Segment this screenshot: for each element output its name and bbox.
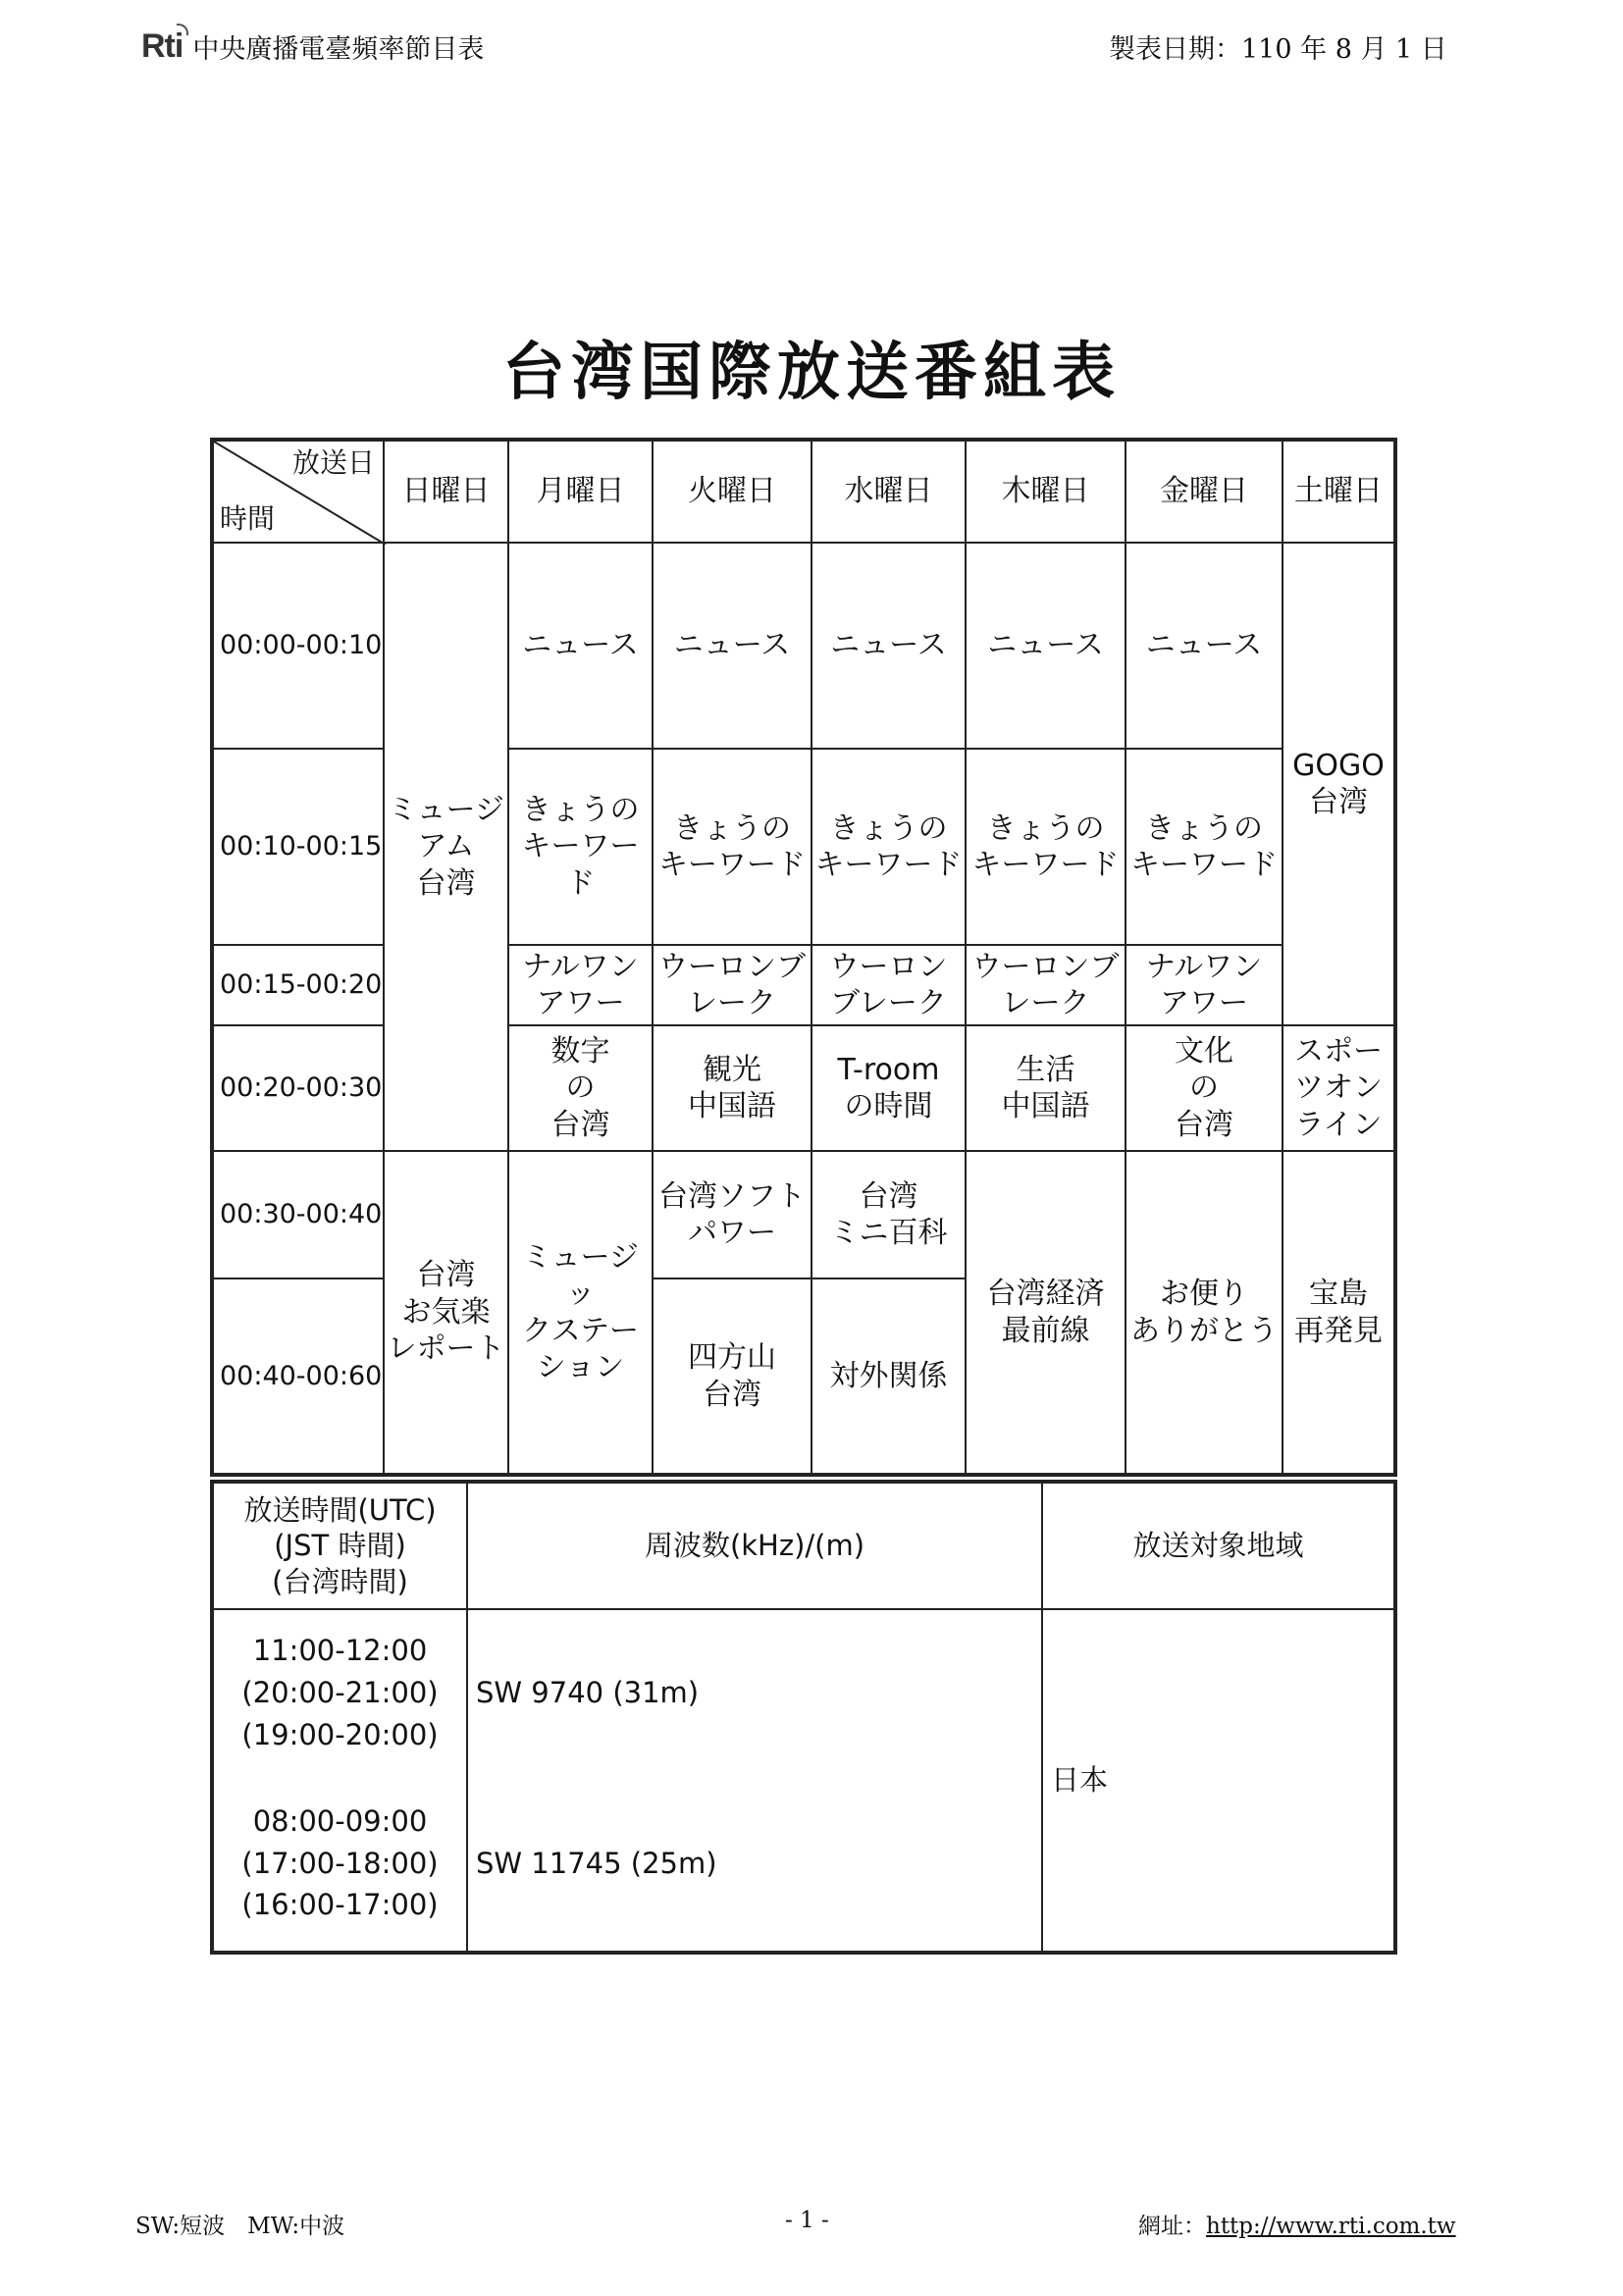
page-title: 台湾国際放送番組表 <box>502 337 1121 409</box>
time-slot: 00:40-00:60 <box>212 1278 384 1475</box>
program-cell: 宝島 再発見 <box>1283 1151 1395 1475</box>
rti-logo: Rti <box>141 27 183 66</box>
corner-cell <box>212 440 384 543</box>
program-cell: ニュース <box>966 543 1126 749</box>
org-name: 中央廣播電臺頻率節目表 <box>192 34 485 65</box>
time-slot: 00:30-00:40 <box>212 1151 384 1278</box>
program-cell: 台湾経済 最前線 <box>966 1151 1126 1475</box>
day-header-wed: 水曜日 <box>812 440 966 543</box>
frequency-table <box>210 1480 1397 1955</box>
footer-legend: SW:短波 MW:中波 <box>135 2214 345 2239</box>
freq-header-region: 放送対象地域 <box>1042 1482 1395 1609</box>
day-header-mon: 月曜日 <box>508 440 653 543</box>
footer-url-block <box>1138 2208 1456 2240</box>
freq-header-time: 放送時間(UTC) (JST 時間) (台湾時間) <box>212 1482 467 1609</box>
program-cell: ニュース <box>653 543 812 749</box>
program-cell: 台湾ソフト パワー <box>653 1151 812 1278</box>
program-cell: 対外関係 <box>812 1278 966 1475</box>
program-cell: ミュージッ クステー ション <box>508 1151 653 1475</box>
program-cell: ミュージ アム 台湾 <box>384 543 508 1151</box>
issue-date: 製表日期：110 年 8 月 1 日 <box>1109 34 1447 65</box>
website-link[interactable]: http://www.rti.com.tw <box>1206 2214 1456 2239</box>
time-slot: 00:10-00:15 <box>212 749 384 945</box>
program-cell: ウーロンブ レーク <box>966 945 1126 1025</box>
time-slot: 00:15-00:20 <box>212 945 384 1025</box>
program-cell: きょうの キーワード <box>653 749 812 945</box>
broadcast-times: 11:00-12:00 (20:00-21:00) (19:00-20:00) <box>212 1609 467 1776</box>
broadcast-times: 08:00-09:00 (17:00-18:00) (16:00-17:00) <box>212 1776 467 1953</box>
program-cell: スポー ツオン ライン <box>1283 1025 1395 1151</box>
corner-time-label: 時間 <box>220 502 276 535</box>
page-number: - 1 - <box>785 2208 829 2233</box>
program-cell: T-room の時間 <box>812 1025 966 1151</box>
program-cell: お便り ありがとう <box>1126 1151 1283 1475</box>
program-cell: ウーロン ブレーク <box>812 945 966 1025</box>
program-cell: ウーロンブ レーク <box>653 945 812 1025</box>
program-cell: 四方山 台湾 <box>653 1278 812 1475</box>
header-left <box>141 27 484 66</box>
url-label: 網址： <box>1138 2214 1206 2239</box>
program-cell: 文化 の 台湾 <box>1126 1025 1283 1151</box>
program-cell: ナルワン アワー <box>1126 945 1283 1025</box>
program-cell: ニュース <box>812 543 966 749</box>
program-cell: 数字 の 台湾 <box>508 1025 653 1151</box>
time-slot: 00:00-00:10 <box>212 543 384 749</box>
program-cell: きょうの キーワード <box>508 749 653 945</box>
program-cell: きょうの キーワード <box>812 749 966 945</box>
day-header-thu: 木曜日 <box>966 440 1126 543</box>
time-slot: 00:20-00:30 <box>212 1025 384 1151</box>
day-header-sun: 日曜日 <box>384 440 508 543</box>
frequency-value: SW 11745 (25m) <box>467 1776 1042 1953</box>
program-cell: ニュース <box>508 543 653 749</box>
program-cell: きょうの キーワード <box>1126 749 1283 945</box>
program-cell: きょうの キーワード <box>966 749 1126 945</box>
program-cell: 台湾 お気楽 レポート <box>384 1151 508 1475</box>
program-cell: 生活 中国語 <box>966 1025 1126 1151</box>
program-cell: GOGO 台湾 <box>1283 543 1395 1025</box>
schedule-table <box>210 438 1397 1477</box>
frequency-value: SW 9740 (31m) <box>467 1609 1042 1776</box>
freq-header-frequency: 周波数(kHz)/(m) <box>467 1482 1042 1609</box>
day-header-fri: 金曜日 <box>1126 440 1283 543</box>
program-cell: 台湾 ミニ百科 <box>812 1151 966 1278</box>
program-cell: 観光 中国語 <box>653 1025 812 1151</box>
day-header-sat: 土曜日 <box>1283 440 1395 543</box>
day-header-tue: 火曜日 <box>653 440 812 543</box>
program-cell: ニュース <box>1126 543 1283 749</box>
corner-day-label: 放送日 <box>291 446 375 479</box>
target-region: 日本 <box>1042 1609 1395 1953</box>
program-cell: ナルワン アワー <box>508 945 653 1025</box>
